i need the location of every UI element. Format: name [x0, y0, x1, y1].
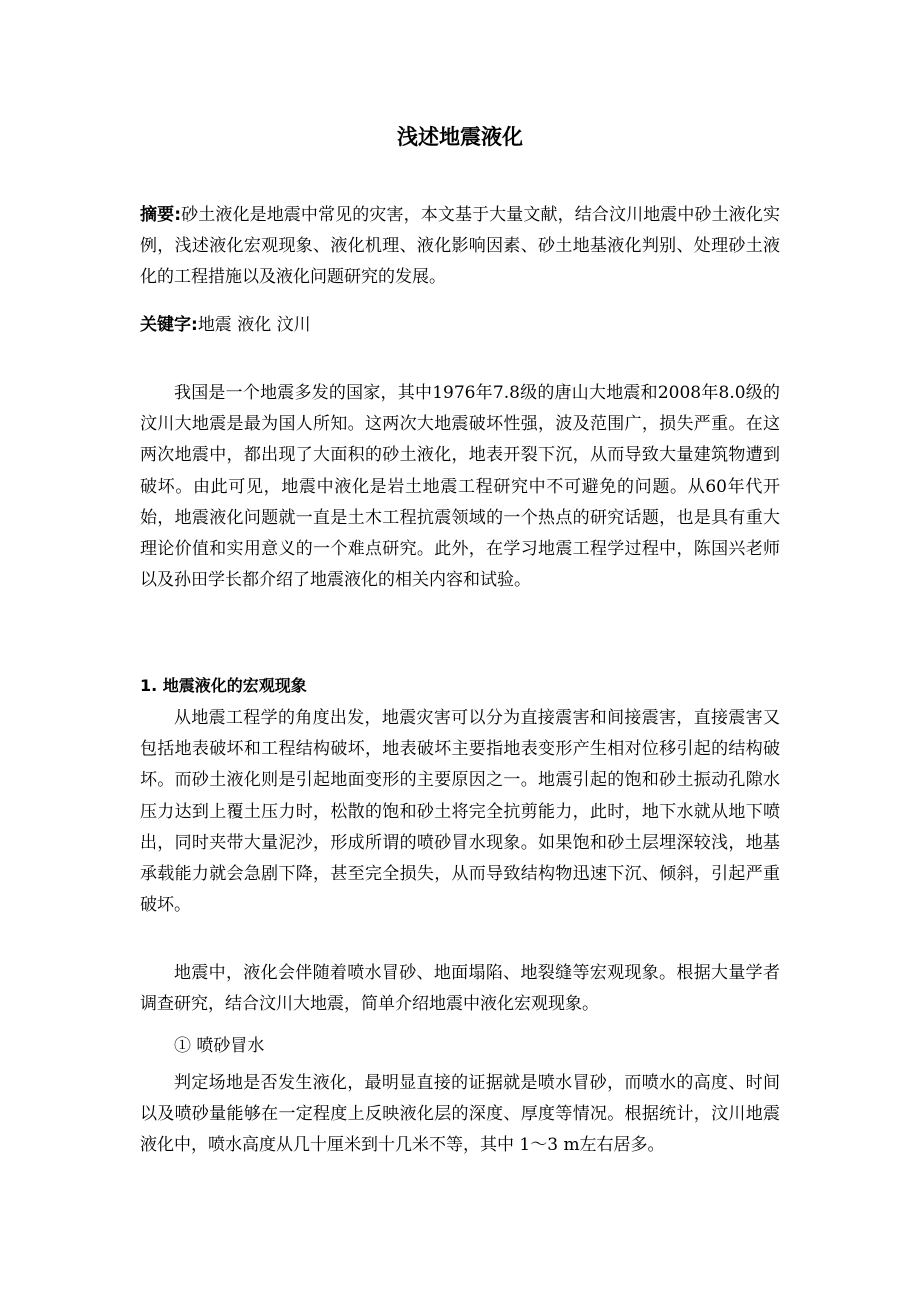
keywords [140, 310, 780, 341]
section-paragraph: 地震中，液化会伴随着喷水冒砂、地面塌陷、地裂缝等宏观现象。根据大量学者调查研究，结合汶川大地震，简单介绍地震中液化宏观现象。 [140, 963, 780, 1015]
section-heading: 1. 地震液化的宏观现象 [140, 676, 307, 695]
abstract-text: 砂土液化是地震中常见的灾害，本文基于大量文献，结合汶川地震中砂土液化实例，浅述液化宏观现象、液化机理、液化影响因素、砂土地基液化判别、处理砂土液化的工程措施以及液化问题研究的发展。 [140, 205, 780, 288]
intro-paragraph: 我国是一个地震多发的国家，其中1976年7.8级的唐山大地震和2008年8.0级的汶川大地震是最为国人所知。这两次大地震破坏性强，波及范围广，损失严重。在这两次地震中，都出现了大面积的砂土液化，地表开裂下沉，从而导致大量建筑物遭到破坏。由此可见，地震中液化是岩土地震工程研究中不可避免的问题。从60年代开始，地震液化问题就一直是土木工程抗震领域的一个热点的研究话题，也是具有重大理论价值和实用意义的一个难点研究。此外，在学习地震工程学过程中，陈国兴老师以及孙田学长都介绍了地震液化的相关内容和试验。 [140, 383, 780, 591]
keywords-text: 地震 液化 汶川 [197, 315, 311, 335]
section-paragraph: 从地震工程学的角度出发，地震灾害可以分为直接震害和间接震害，直接震害又包括地表破坏和工程结构破坏，地表破坏主要指地表变形产生相对位移引起的结构破坏。而砂土液化则是引起地面变形的主要原因之一。地震引起的饱和砂土振动孔隙水压力达到上覆土压力时，松散的饱和砂土将完全抗剪能力，此时，地下水就从地下喷出，同时夹带大量泥沙，形成所谓的喷砂冒水现象。如果饱和砂土层埋深较浅，地基承载能力就会急剧下降，甚至完全损失，从而导致结构物迅速下沉、倾斜，引起严重破坏。 [140, 708, 780, 916]
subsection-paragraph: 判定场地是否发生液化，最明显直接的证据就是喷水冒砂，而喷水的高度、时间以及喷砂量能够在一定程度上反映液化层的深度、厚度等情况。根据统计，汶川地震液化中，喷水高度从几十厘米到十几米不等，其中 1～3 m左右居多。 [140, 1073, 780, 1156]
document-title: 浅述地震液化 [397, 125, 523, 149]
abstract [140, 200, 780, 294]
keywords-label: 关键字: [140, 315, 198, 335]
subsection-heading: ① 喷砂冒水 [174, 1036, 265, 1056]
abstract-label: 摘要: [140, 205, 182, 225]
